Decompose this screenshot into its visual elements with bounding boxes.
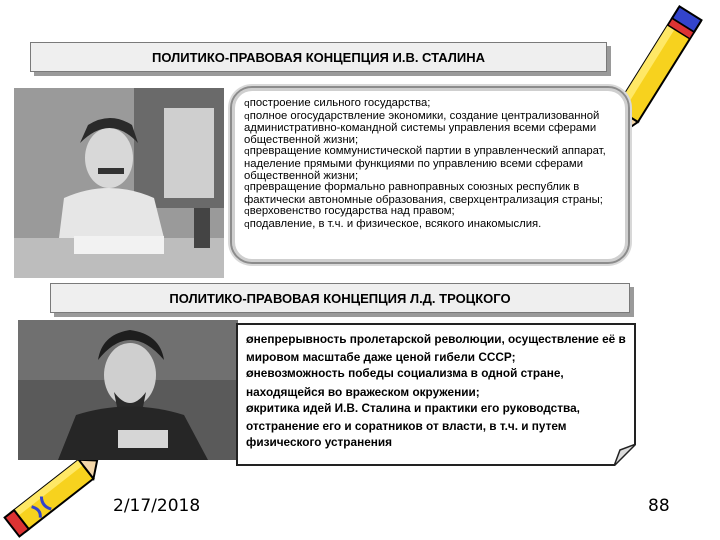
list-item: qполное огосударствление экономики, создание централизованной административно-командной системы управления всеми сферами общественной жизни; (244, 109, 600, 146)
trotsky-concept-title-text: ПОЛИТИКО-ПРАВОВАЯ КОНЦЕПЦИЯ Л.Д. ТРОЦКОГО (169, 290, 511, 306)
stalin-points-list (244, 98, 618, 232)
bullet-marker: q (244, 147, 250, 158)
stalin-photo (14, 88, 224, 278)
list-item: qпревращение формально равноправных союзных республик в фактически автономные образования, сверхцентрализация страны; (244, 181, 603, 206)
bullet-marker: q (244, 207, 250, 218)
trotsky-points-list (246, 331, 626, 450)
list-item: Øневозможность победы социализма в одной стране, находящейся во вражеском окружении; (246, 366, 564, 399)
trotsky-points-box (236, 323, 636, 466)
trotsky-photo (18, 320, 238, 460)
bullet-marker: q (244, 111, 250, 122)
arrow-bullet-icon: Ø (246, 336, 254, 346)
arrow-bullet-icon: Ø (246, 404, 254, 415)
stalin-concept-title-text: ПОЛИТИКО-ПРАВОВАЯ КОНЦЕПЦИЯ И.В. СТАЛИНА (151, 49, 486, 65)
bullet-marker: q (244, 99, 250, 109)
slide-date: 2/17/2018 (113, 496, 201, 516)
bullet-marker: q (244, 183, 250, 194)
pencil-bottom-icon (0, 452, 110, 540)
arrow-bullet-icon: Ø (246, 370, 254, 381)
stalin-points-box (230, 86, 630, 264)
list-item: qверховенство государства над правом; (244, 205, 455, 218)
list-item: qпостроение сильного государства; (244, 97, 431, 109)
list-item: qпревращение коммунистической партии в управленческий аппарат, наделение прямыми функциями по управлению всеми сферами общественной жизни; (244, 145, 606, 182)
list-item: Øкритика идей И.В. Сталина и практики его руководства, отстранение его и соратников от власти, в т.ч. и путем физического устранения (246, 400, 580, 450)
page-curl-icon (614, 444, 636, 466)
bullet-marker: q (244, 219, 250, 230)
list-item: Øнепрерывность пролетарской революции, осуществление её в мировом масштабе даже ценой гибели СССР; (246, 332, 626, 365)
list-item: qподавление, в т.ч. и физическое, всякого инакомыслия. (244, 217, 542, 230)
stalin-concept-title (30, 42, 607, 72)
slide-page-number: 88 (648, 496, 670, 516)
trotsky-concept-title (50, 283, 630, 313)
